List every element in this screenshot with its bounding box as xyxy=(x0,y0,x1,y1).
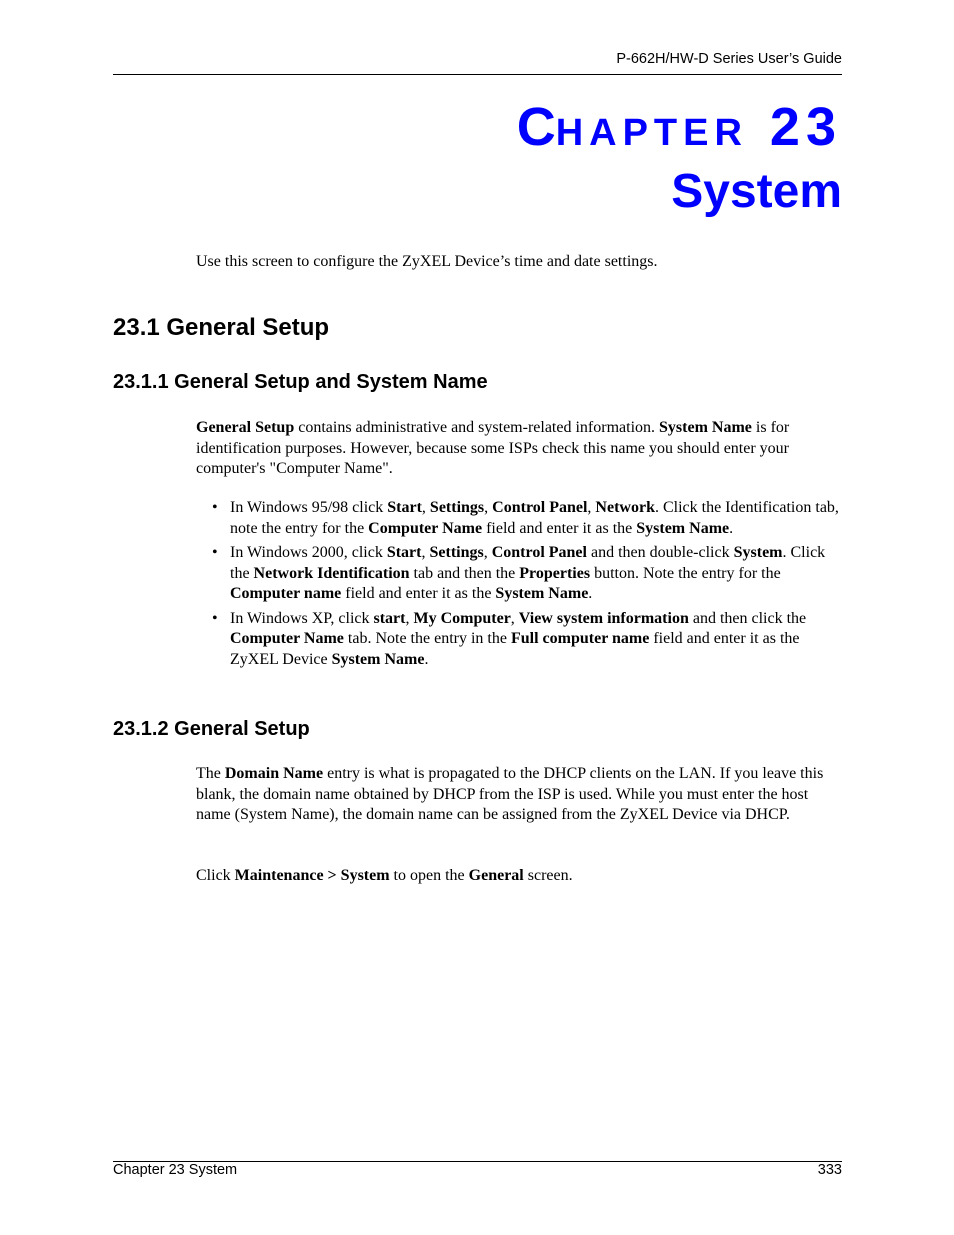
text-bold: Network xyxy=(595,499,655,516)
text-run: . xyxy=(424,650,429,668)
bullet-icon: • xyxy=(212,609,218,627)
header-divider xyxy=(113,74,842,75)
text-run: , xyxy=(421,544,430,561)
text-run: field and enter it as the ZyXEL Device xyxy=(230,630,800,668)
text-bold: Start xyxy=(387,499,422,516)
list-item xyxy=(196,543,842,605)
text-bold: Computer name xyxy=(230,585,342,602)
text-run: , xyxy=(587,499,596,516)
text-bold: System Name xyxy=(331,650,425,668)
section-heading-general-setup: 23.1 General Setup xyxy=(113,314,330,341)
chapter-label-rest: HAPTER xyxy=(555,112,748,154)
text-run: . xyxy=(588,585,593,602)
text-bold: Start xyxy=(386,544,422,561)
screen-name: General xyxy=(468,867,524,884)
text-run: In Windows 95/98 click xyxy=(230,499,388,516)
windows-instructions-list xyxy=(196,498,842,674)
text-bold: Control Panel xyxy=(492,499,588,516)
text-bold: Full computer name xyxy=(510,630,650,647)
text-bold: start xyxy=(373,609,406,627)
text-run: and then click the xyxy=(688,609,807,627)
running-header: P-662H/HW-D Series User’s Guide xyxy=(616,51,842,67)
text-run: . Click the Identification tab, note the entry for the xyxy=(230,499,839,537)
navigation-instruction xyxy=(196,866,842,887)
text-bold: System Name xyxy=(495,585,589,602)
text-run: , xyxy=(484,499,493,516)
list-item xyxy=(196,498,842,539)
text-bold: Settings xyxy=(429,544,484,561)
text-run: Click xyxy=(196,867,235,884)
text-bold: Computer Name xyxy=(230,630,344,647)
bullet-icon: • xyxy=(212,499,218,516)
text-bold: Settings xyxy=(429,499,485,516)
text-run: , xyxy=(510,609,519,627)
text-run: button. Note the entry for the xyxy=(590,564,781,582)
section-heading-general-setup-2: 23.1.2 General Setup xyxy=(113,718,310,740)
text-bold: View system information xyxy=(518,609,689,627)
text-run: In Windows 2000, click xyxy=(230,544,387,561)
text-run: In Windows XP, click xyxy=(230,609,374,627)
text-bold: Properties xyxy=(519,564,591,582)
intro-paragraph: Use this screen to configure the ZyXEL Device’s time and date settings. xyxy=(196,253,658,270)
bullet-icon: • xyxy=(212,544,218,561)
chapter-label xyxy=(516,97,842,157)
text-run: . Click the xyxy=(230,544,826,582)
text-run: , xyxy=(483,544,492,561)
text-run: field and enter it as the xyxy=(482,519,637,537)
list-item xyxy=(196,609,842,671)
text-run: , xyxy=(405,609,414,627)
domain-name-paragraph xyxy=(196,764,842,826)
text-run: tab. Note the entry in the xyxy=(343,630,511,647)
section-heading-general-setup-system-name: 23.1.1 General Setup and System Name xyxy=(113,371,488,393)
text-bold: System Name xyxy=(636,519,730,537)
text-run: tab and then the xyxy=(409,564,520,582)
text-run: entry is what is propagated to the DHCP clients on the LAN. If you leave this blank, the domain name obtained by DHCP from the ISP is used. While you must enter the host name (System Name), the domain name can be assigned from the ZyXEL Device via DHCP. xyxy=(196,765,824,823)
text-run: . xyxy=(729,519,734,537)
text-run: , xyxy=(421,499,430,516)
footer-chapter-label: Chapter 23 System xyxy=(113,1162,238,1178)
text-run: screen. xyxy=(523,867,573,884)
chapter-title: System xyxy=(671,165,842,218)
text-bold: System xyxy=(733,544,783,561)
menu-path: Maintenance > System xyxy=(234,867,390,884)
text-run: contains administrative and system-related information. xyxy=(294,419,660,436)
chapter-number: 23 xyxy=(769,97,842,157)
text-run: The xyxy=(196,765,225,782)
text-bold: Control Panel xyxy=(491,544,587,561)
text-bold: Network Identification xyxy=(253,564,410,582)
system-name-paragraph xyxy=(196,418,842,480)
term-system-name: System Name xyxy=(659,419,752,436)
term-general-setup: General Setup xyxy=(196,419,295,436)
text-bold: My Computer xyxy=(413,609,511,627)
text-run: is for identification purposes. However, because some ISPs check this name you should enter your computer's "Computer Name". xyxy=(196,419,790,477)
term-domain-name: Domain Name xyxy=(224,765,324,782)
text-run: and then double-click xyxy=(586,544,734,561)
text-run: field and enter it as the xyxy=(341,585,496,602)
chapter-label-initial: C xyxy=(516,97,556,157)
page-number: 333 xyxy=(817,1162,842,1178)
text-bold: Computer Name xyxy=(368,519,483,537)
text-run: to open the xyxy=(389,867,469,884)
